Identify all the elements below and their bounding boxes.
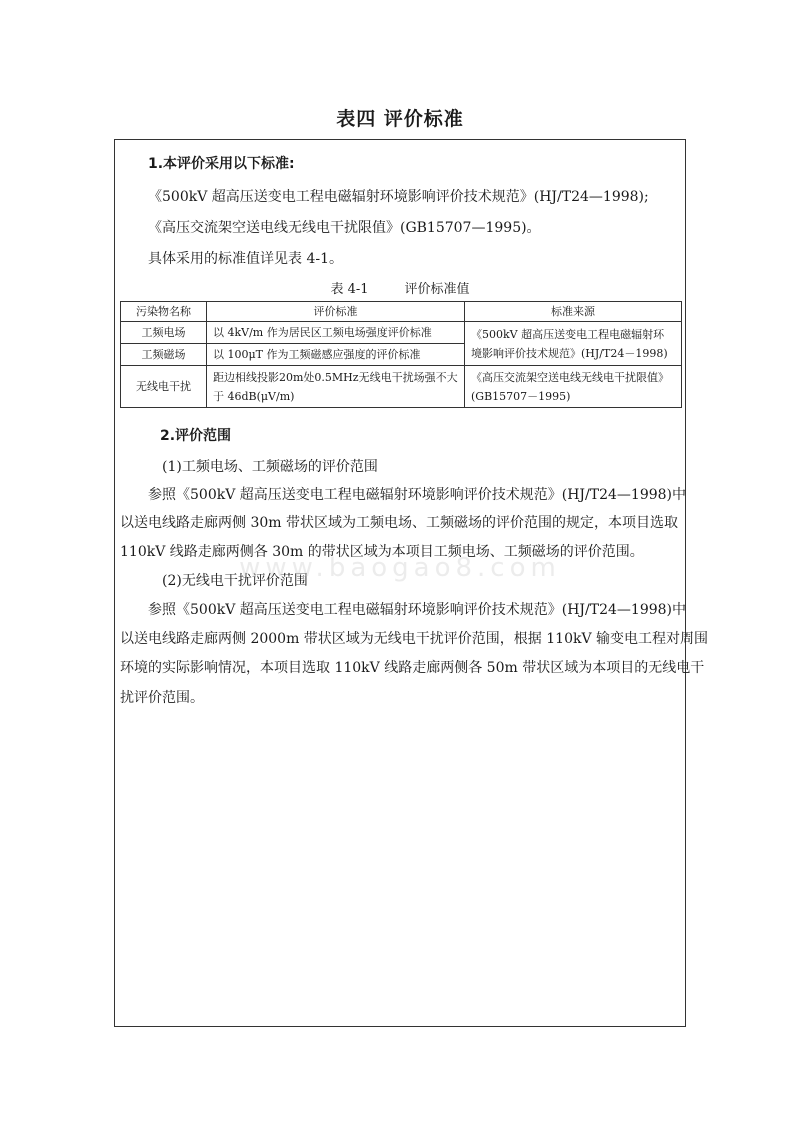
pollutant-name-cell: 无线电干扰: [121, 366, 207, 408]
table-caption-number: 表 4-1: [330, 282, 369, 297]
paragraph-line: 参照《500kV 超高压送变电工程电磁辐射环境影响评价技术规范》(HJ/T24—1998)中: [148, 487, 687, 503]
page-title: 表四 评价标准: [336, 108, 464, 130]
standards-table: [120, 301, 682, 408]
pollutant-name-cell: 工频电场: [121, 322, 207, 344]
table-header-cell: 污染物名称: [121, 302, 207, 322]
table-row: [121, 322, 682, 344]
standard-item-2: 《高压交流架空送电线无线电干扰限值》(GB15707—1995)。: [148, 220, 541, 236]
criterion-cell: 距边相线投影20m处0.5MHz无线电干扰场强不大于 46dB(μV/m): [207, 366, 465, 408]
standard-note: 具体采用的标准值详见表 4-1。: [148, 251, 343, 267]
paragraph-line: 以送电线路走廊两侧 30m 带状区域为工频电场、工频磁场的评价范围的规定，本项目选取: [120, 515, 678, 531]
section2-heading: 2.评价范围: [160, 428, 232, 444]
watermark: www.baogao8.com: [239, 553, 561, 583]
paragraph-line: 扰评价范围。: [120, 690, 204, 706]
paragraph-line: 110kV 线路走廊两侧各 30m 的带状区域为本项目工频电场、工频磁场的评价范围。: [120, 544, 644, 560]
criterion-cell: 以 4kV/m 作为居民区工频电场强度评价标准: [207, 322, 465, 344]
standard-item-1: 《500kV 超高压送变电工程电磁辐射环境影响评价技术规范》(HJ/T24—1998);: [148, 189, 649, 205]
paragraph-line: 参照《500kV 超高压送变电工程电磁辐射环境影响评价技术规范》(HJ/T24—1998)中: [148, 602, 687, 618]
paragraph-line: 环境的实际影响情况，本项目选取 110kV 线路走廊两侧各 50m 带状区域为本项目的无线电干: [120, 660, 705, 676]
table-caption: [114, 282, 686, 298]
pollutant-name-cell: 工频磁场: [121, 344, 207, 366]
subsection-1-title: (1)工频电场、工频磁场的评价范围: [162, 459, 378, 475]
source-cell: 《500kV 超高压送变电工程电磁辐射环境影响评价技术规范》(HJ/T24－1998): [465, 322, 682, 366]
section1-heading: 1.本评价采用以下标准:: [148, 156, 295, 172]
source-cell: 《高压交流架空送电线无线电干扰限值》(GB15707－1995): [465, 366, 682, 408]
table-header-row: [121, 302, 682, 322]
table-header-cell: 评价标准: [207, 302, 465, 322]
criterion-cell: 以 100μT 作为工频磁感应强度的评价标准: [207, 344, 465, 366]
table-row: [121, 366, 682, 408]
table-caption-title: 评价标准值: [404, 282, 470, 297]
table-header-cell: 标准来源: [465, 302, 682, 322]
paragraph-line: 以送电线路走廊两侧 2000m 带状区域为无线电干扰评价范围，根据 110kV 输变电工程对周围: [120, 631, 709, 647]
subsection-2-title: (2)无线电干扰评价范围: [162, 573, 308, 589]
